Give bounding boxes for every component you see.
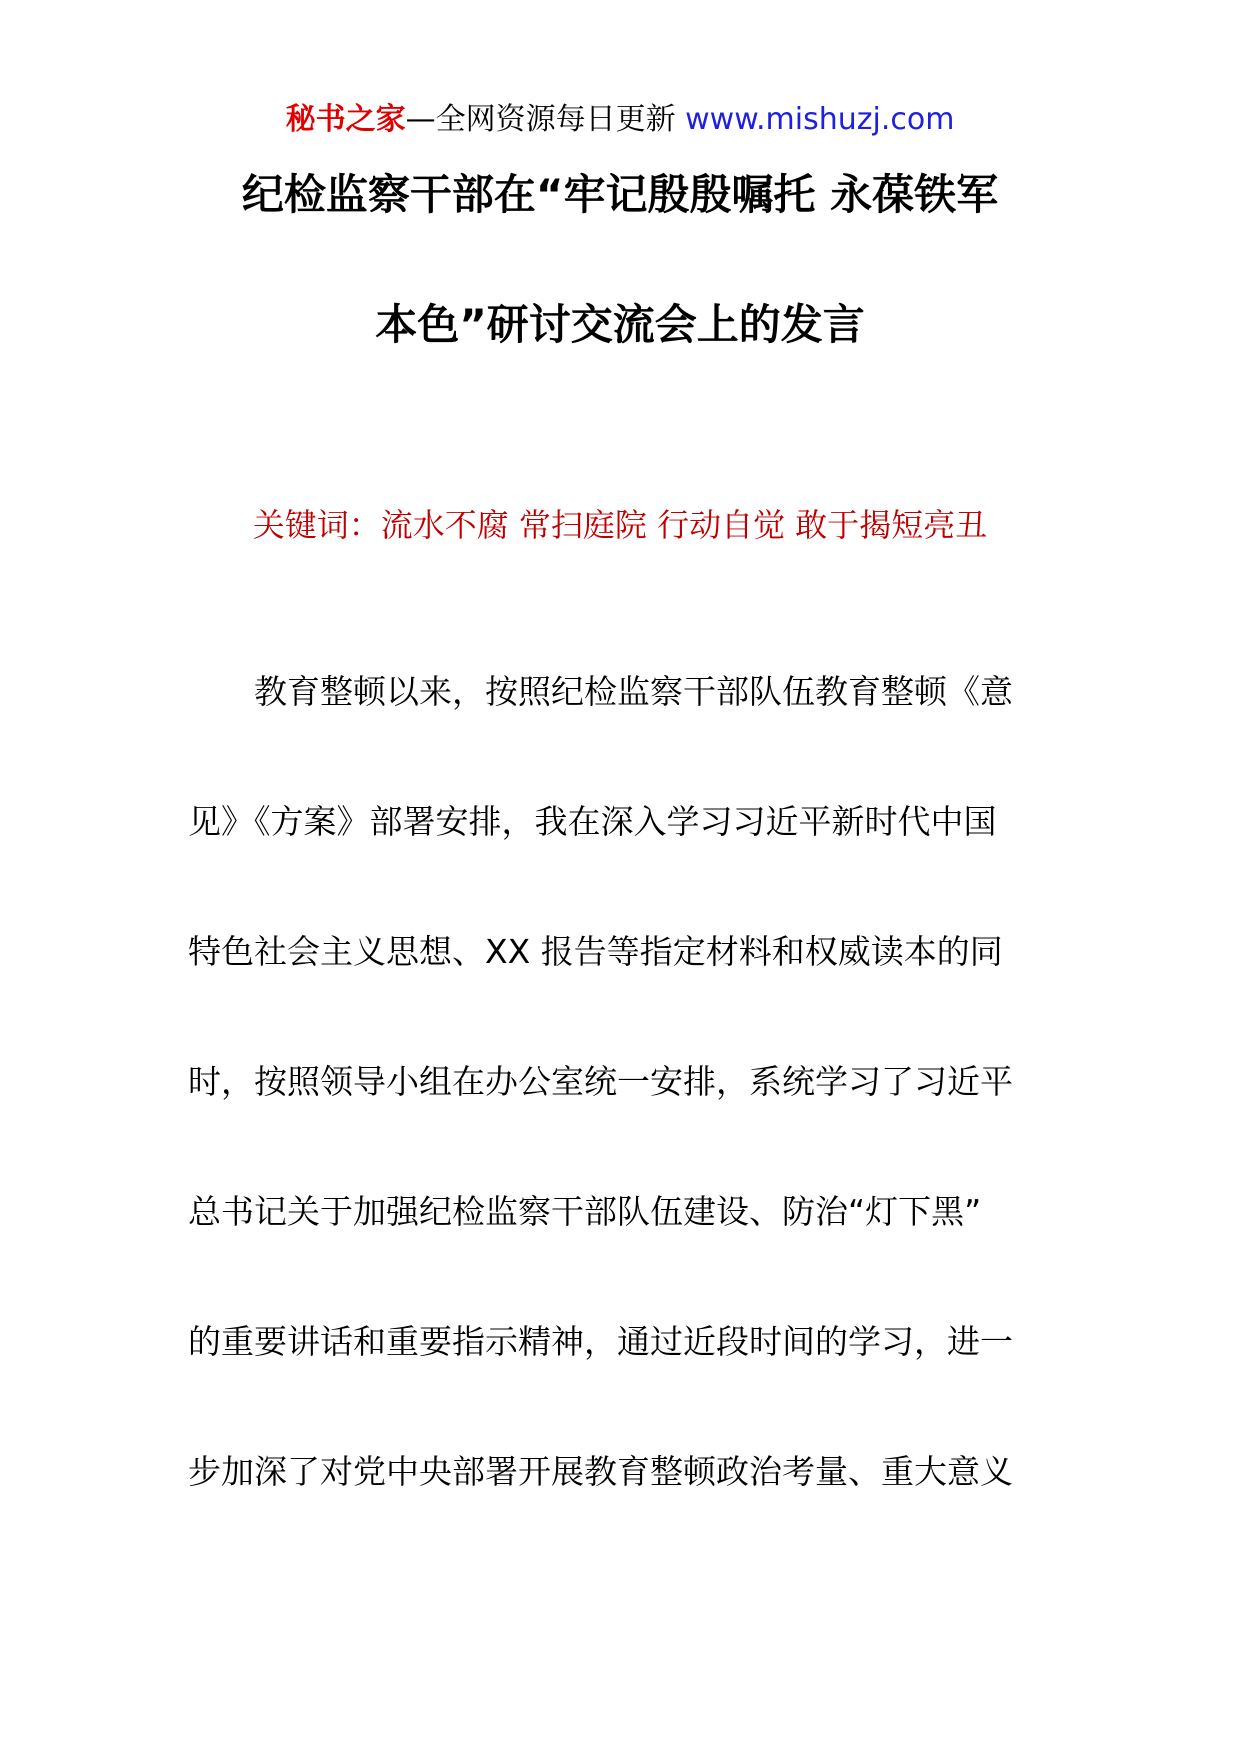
body-paragraph [188, 670, 1058, 1580]
body-line: 时，按照领导小组在办公室统一安排，系统学习了习近平 [188, 1062, 1013, 1101]
body-line: 总书记关于加强纪检监察干部队伍建设、防治“灯下黑” [188, 1192, 982, 1231]
title-line-2: 本色”研讨交流会上的发言 [375, 300, 865, 349]
brand-name: 秘书之家 [285, 102, 406, 137]
body-line: 教育整顿以来，按照纪检监察干部队伍教育整顿《意 [254, 672, 1013, 711]
document-title [180, 160, 1060, 390]
body-line: 步加深了对党中央部署开展教育整顿政治考量、重大意义 [188, 1452, 1013, 1491]
body-line: 的重要讲话和重要指示精神，通过近段时间的学习，进一 [188, 1322, 1013, 1361]
site-url-link[interactable]: www.mishuzj.com [685, 102, 955, 137]
header-tagline: —全网资源每日更新 [405, 102, 676, 137]
body-line: 见》《方案》部署安排，我在深入学习习近平新时代中国 [188, 802, 997, 841]
keywords-line: 关键词：流水不腐 常扫庭院 行动自觉 敢于揭短亮丑 [252, 506, 988, 544]
title-line-1: 纪检监察干部在“牢记殷殷嘱托 永葆铁军 [241, 170, 999, 219]
body-line: 特色社会主义思想、XX 报告等指定材料和权威读本的同 [188, 932, 1003, 971]
